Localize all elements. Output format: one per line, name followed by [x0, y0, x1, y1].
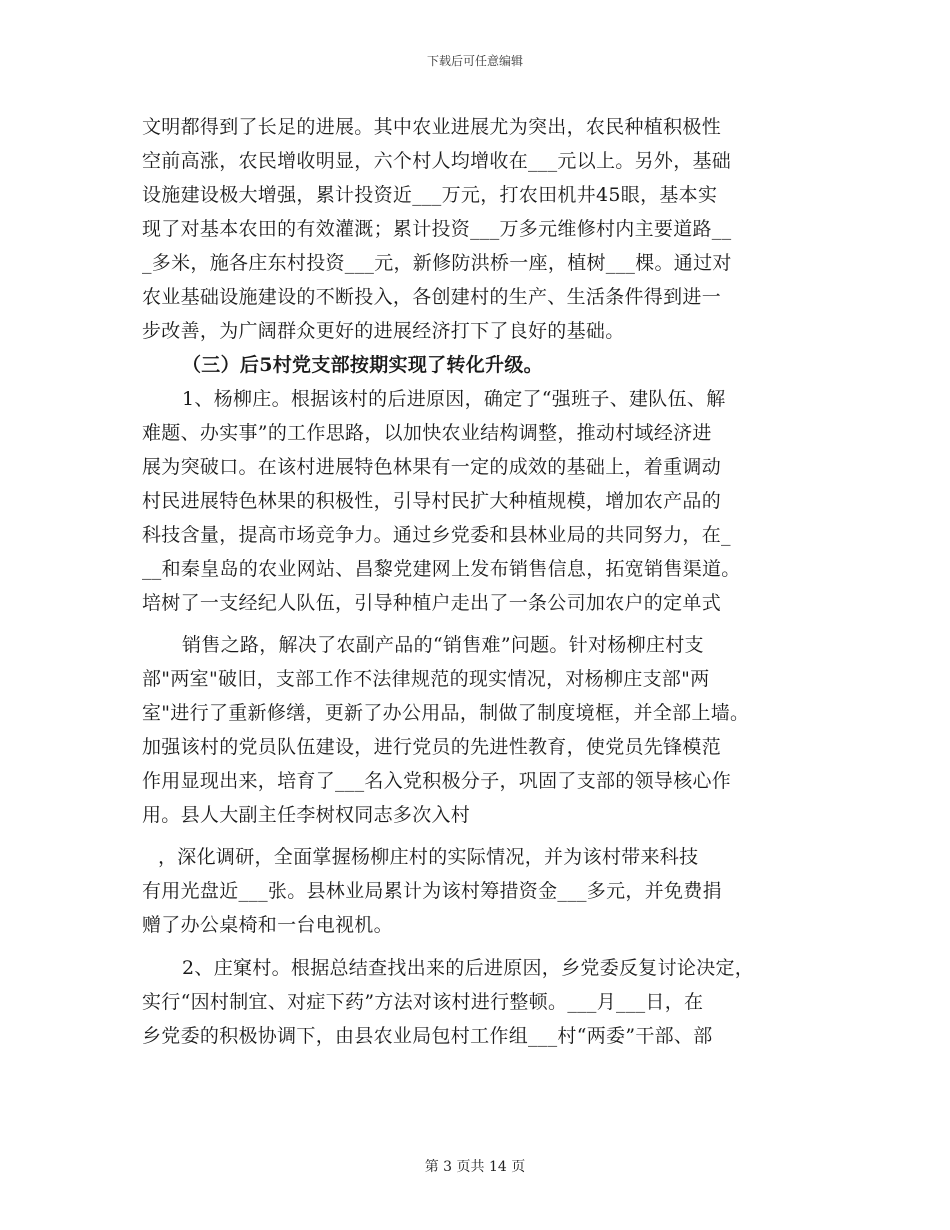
- text-line: 文明都得到了长足的进展。其中农业进展尤为突出，农民种植积极性: [142, 116, 722, 138]
- text-line: 2、庄窠村。根据总结查找出来的后进原因，乡党委反复讨论决定，: [182, 957, 755, 979]
- text-line: 实行“因村制宜、对症下药”方法对该村进行整顿。___月___日，在: [142, 991, 704, 1013]
- page-footer: 第 3 页共 14 页: [424, 1159, 526, 1175]
- text-line: ，深化调研，全面掌握杨柳庄村的实际情况，并为该村带来科技: [158, 846, 699, 868]
- text-line: 1、杨柳庄。根据该村的后进原因，确定了“强班子、建队伍、解: [182, 388, 726, 410]
- text-line: 现了对基本农田的有效灌溉；累计投资___万多元维修村内主要道路__: [142, 218, 732, 240]
- section-heading: （三）后5村党支部按期实现了转化升级。: [182, 354, 543, 376]
- text-line: 空前高涨，农民增收明显，六个村人均增收在___元以上。另外，基础: [142, 150, 732, 172]
- text-line: 步改善，为广阔群众更好的进展经济打下了良好的基础。: [142, 320, 625, 342]
- text-line: 有用光盘近___张。县林业局累计为该村筹措资金___多元，并免费捐: [142, 880, 722, 902]
- text-line: 农业基础设施建设的不断投入，各创建村的生产、生活条件得到进一: [142, 286, 722, 308]
- text-line: _多米，施各庄东村投资___元，新修防洪桥一座，植树___棵。通过对: [142, 252, 732, 274]
- text-line: 室"进行了重新修缮，更新了办公用品，制做了制度境框，并全部上墙。: [142, 702, 750, 724]
- text-line: 展为突破口。在该村进展特色林果有一定的成效的基础上，着重调动: [142, 456, 722, 478]
- text-line: 乡党委的积极协调下，由县农业局包村工作组___村“两委”干部、部: [142, 1025, 713, 1047]
- text-line: 培树了一支经纪人队伍，引导种植户走出了一条公司加农户的定单式: [142, 592, 722, 614]
- text-line: __和秦皇岛的农业网站、昌黎党建网上发布销售信息，拓宽销售渠道。: [142, 558, 741, 580]
- text-line: 难题、办实事”的工作思路，以加快农业结构调整，推动村域经济进: [142, 422, 712, 444]
- text-line: 作用显现出来，培育了___名入党积极分子，巩固了支部的领导核心作: [142, 770, 732, 792]
- text-line: 设施建设极大增强，累计投资近___万元，打农田机井45眼，基本实: [142, 184, 718, 206]
- page-header: 下载后可任意编辑: [426, 54, 523, 68]
- text-line: 村民进展特色林果的积极性，引导村民扩大种植规模，增加农产品的: [142, 490, 722, 512]
- text-line: 销售之路，解决了农副产品的“销售难”问题。针对杨柳庄村支: [182, 634, 704, 656]
- text-line: 部"两室"破旧，支部工作不法律规范的现实情况，对杨柳庄支部"两: [142, 668, 710, 690]
- text-line: 加强该村的党员队伍建设，进行党员的先进性教育，使党员先锋模范: [142, 736, 722, 758]
- text-line: 赠了办公桌椅和一台电视机。: [142, 914, 393, 936]
- text-line: 科技含量，提高市场竞争力。通过乡党委和县林业局的共同努力，在_: [142, 524, 731, 546]
- text-line: 用。县人大副主任李树权同志多次入村: [142, 804, 471, 826]
